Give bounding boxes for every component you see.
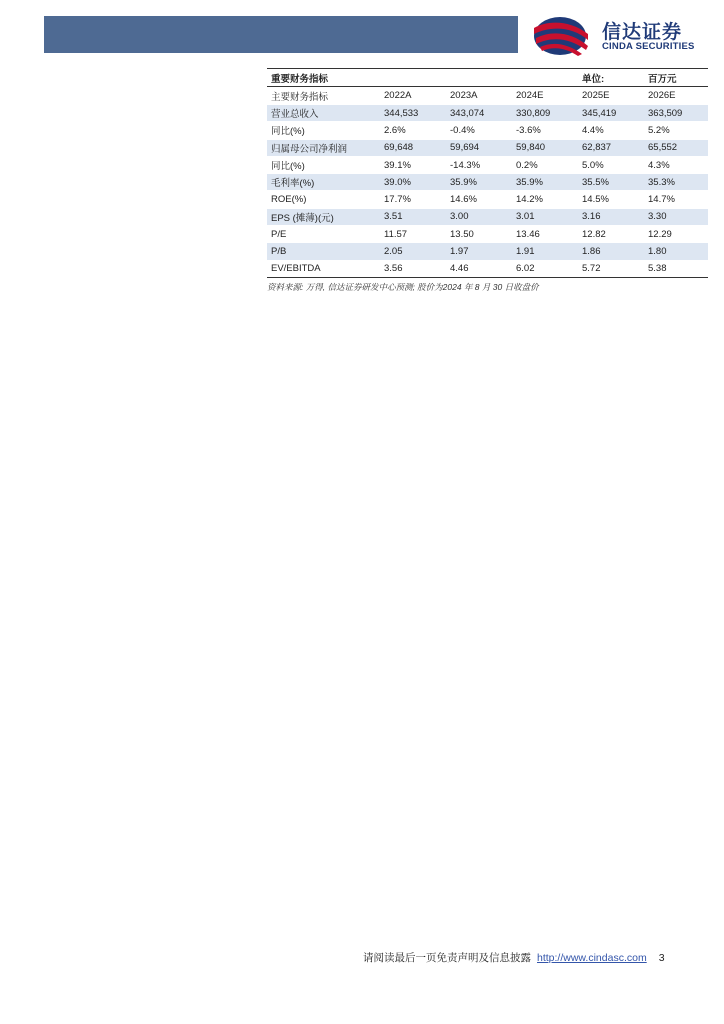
row-label: P/B [267,243,380,260]
table-cell: 3.56 [380,260,446,277]
table-cell: 62,837 [578,139,644,156]
table-cell: 35.9% [512,174,578,191]
financial-indicators-table [267,68,708,278]
year-header: 2022A [380,87,446,105]
source-note: 资料来源: 万得, 信达证券研发中心预测; 股价为2024 年 8 月 30 日收盘价 [267,282,539,292]
table-row [267,156,708,173]
table-row [267,139,708,156]
table-row [267,191,708,208]
table-row [267,105,708,122]
table-cell: 35.3% [644,174,708,191]
table-cell: 363,509 [644,105,708,122]
table-cell: 4.4% [578,122,644,139]
table-title-row [267,69,708,87]
table-cell: 6.02 [512,260,578,277]
table-cell: 14.6% [446,191,512,208]
table-cell: 4.3% [644,156,708,173]
table-cell: 1.91 [512,243,578,260]
page-footer [363,950,665,965]
table-cell: 14.7% [644,191,708,208]
table-cell: 2.6% [380,122,446,139]
table-cell: 65,552 [644,139,708,156]
table-cell: 5.0% [578,156,644,173]
table-row [267,243,708,260]
table-cell: 3.16 [578,208,644,225]
table-row [267,260,708,277]
table-cell: 344,533 [380,105,446,122]
table-row [267,174,708,191]
logo-english-name: CINDA SECURITIES [602,41,695,52]
table-cell: 3.30 [644,208,708,225]
unit-value: 百万元 [644,69,708,87]
row-label: 同比(%) [267,156,380,173]
table-cell: 345,419 [578,105,644,122]
website-link[interactable]: http://www.cindasc.com [537,952,647,964]
page-number: 3 [658,952,665,964]
table-row [267,208,708,225]
table-row [267,226,708,243]
table-cell: 17.7% [380,191,446,208]
table-cell: 2.05 [380,243,446,260]
table-cell: 13.50 [446,226,512,243]
year-header: 2023A [446,87,512,105]
row-label: 营业总收入 [267,105,380,122]
table-cell: 4.46 [446,260,512,277]
table-cell: 3.01 [512,208,578,225]
year-header: 2024E [512,87,578,105]
table-cell: 69,648 [380,139,446,156]
table-cell: 11.57 [380,226,446,243]
table-cell: 39.0% [380,174,446,191]
cinda-logo [530,14,710,60]
table-cell: 3.51 [380,208,446,225]
row-label: ROE(%) [267,191,380,208]
table-row [267,122,708,139]
table-cell: 1.86 [578,243,644,260]
table-cell: -14.3% [446,156,512,173]
header-bar [44,16,518,53]
logo-chinese-name: 信达证券 [602,21,683,43]
table-cell: 0.2% [512,156,578,173]
table-cell: 59,840 [512,139,578,156]
cinda-logo-icon [530,14,594,58]
table-cell: -3.6% [512,122,578,139]
row-label: 毛利率(%) [267,174,380,191]
unit-label: 单位: [578,69,644,87]
table-cell: 5.38 [644,260,708,277]
table-cell: 5.2% [644,122,708,139]
row-label: P/E [267,226,380,243]
table-cell: -0.4% [446,122,512,139]
row-label: EPS (摊薄)(元) [267,208,380,225]
table-cell: 13.46 [512,226,578,243]
table-title: 重要财务指标 [267,69,380,87]
table-cell: 35.9% [446,174,512,191]
table-cell: 1.97 [446,243,512,260]
row-label: EV/EBITDA [267,260,380,277]
table-cell: 12.82 [578,226,644,243]
year-header: 2025E [578,87,644,105]
table-header-row [267,87,708,105]
table-cell: 39.1% [380,156,446,173]
table-cell: 3.00 [446,208,512,225]
table-cell: 5.72 [578,260,644,277]
table-cell: 12.29 [644,226,708,243]
row-label: 归属母公司净利润 [267,139,380,156]
row-label: 同比(%) [267,122,380,139]
table-cell: 14.5% [578,191,644,208]
disclaimer-text: 请阅读最后一页免责声明及信息披露 [363,952,531,964]
header-label: 主要财务指标 [267,87,380,105]
table-cell: 330,809 [512,105,578,122]
table-cell: 59,694 [446,139,512,156]
table-cell: 35.5% [578,174,644,191]
year-header: 2026E [644,87,708,105]
table-cell: 343,074 [446,105,512,122]
table-cell: 14.2% [512,191,578,208]
table-cell: 1.80 [644,243,708,260]
